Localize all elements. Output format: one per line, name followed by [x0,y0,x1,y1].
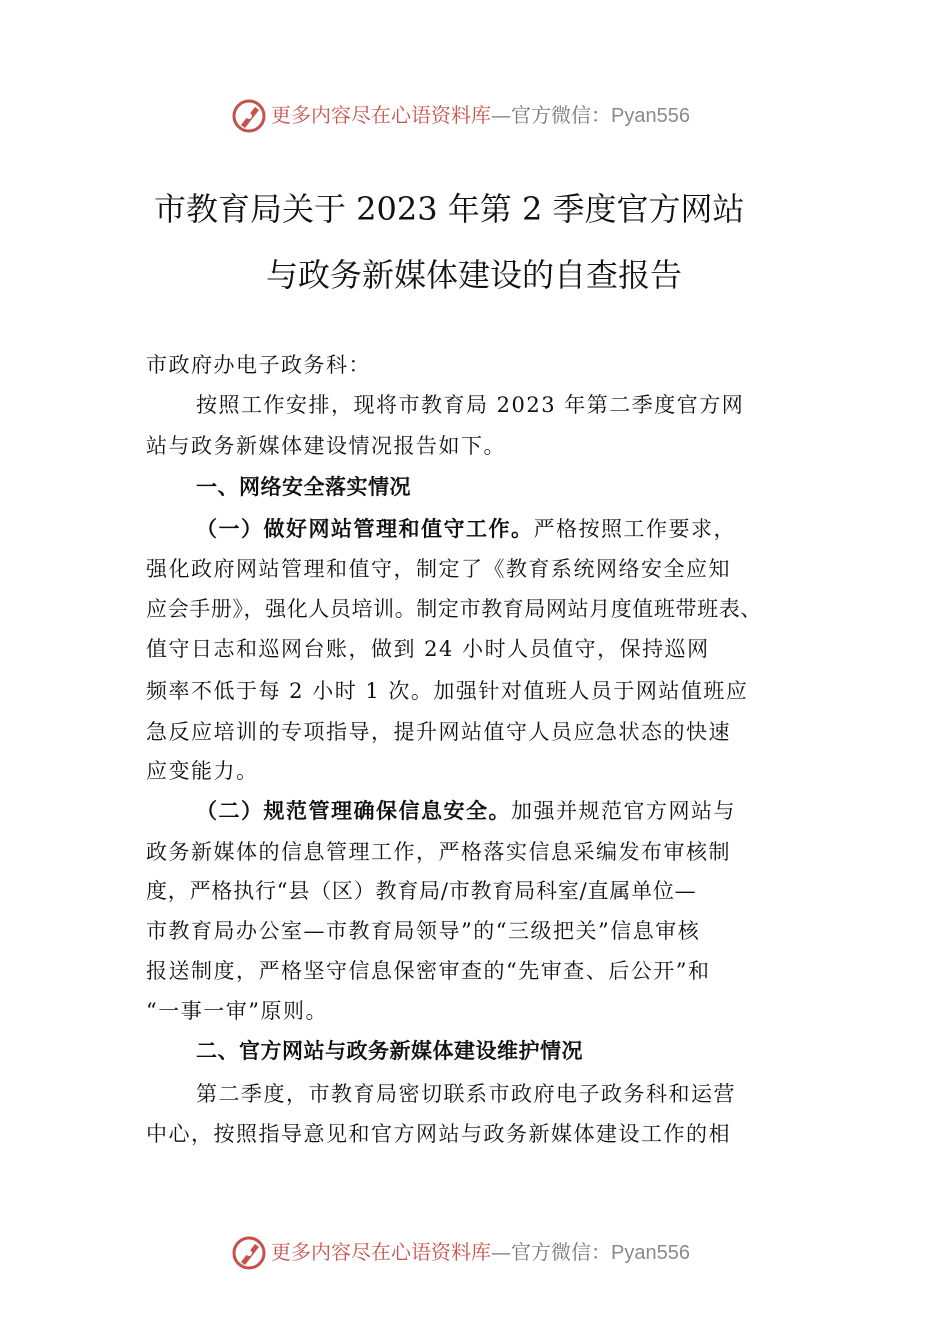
paragraph-3-line: 中心，按照指导意见和官方网站与政务新媒体建设工作的相 [146,1122,731,1146]
paragraph-1-line: 频率不低于每 2 小时 1 次。加强针对值班人员于网站值班应 [146,679,749,703]
section-1-heading: 一、网络安全落实情况 [196,475,411,499]
addressee: 市政府办电子政务科： [146,353,371,377]
watermark-text [271,102,690,129]
paragraph-2-line: 市教育局办公室—市教育局领导”的“三级把关”信息审核 [146,919,701,943]
subheading-1: （一）做好网站管理和值守工作。 [196,516,534,541]
intro-line: 站与政务新媒体建设情况报告如下。 [146,434,506,458]
paragraph-2-first-line [196,797,736,825]
document-title-line-2: 与政务新媒体建设的自查报告 [266,256,683,294]
paragraph-1-line: 急反应培训的专项指导，提升网站值守人员应急状态的快速 [146,720,731,744]
paragraph-2-line: 度，严格执行“县（区）教育局/市教育局科室/直属单位— [146,879,697,903]
paragraph-2-line: 报送制度，严格坚守信息保密审查的“先审查、后公开”和 [146,959,711,983]
paragraph-1-line: 值守日志和巡网台账，做到 24 小时人员值守，保持巡网 [146,637,710,661]
paragraph-1-line: 应变能力。 [146,759,259,783]
watermark-banner-bottom [0,1233,950,1273]
watermark-wechat-id: Pyan556 [611,105,690,127]
watermark-brand: 更多内容尽在心语资料库 [271,1240,491,1264]
paragraph-1-lead-tail: 严格按照工作要求， [533,517,736,541]
intro-line: 按照工作安排，现将市教育局 2023 年第二季度官方网 [196,393,745,417]
paragraph-2-line: “一事一审”原则。 [146,999,328,1023]
paragraph-1-line: 强化政府网站管理和值守，制定了《教育系统网络安全应知 [146,557,731,581]
paragraph-3-line: 第二季度，市教育局密切联系市政府电子政务科和运营 [196,1082,736,1106]
watermark-dash: — [491,103,511,127]
watermark-wechat-label: 官方微信： [511,1240,611,1264]
paragraph-1-line: 应会手册》，强化人员培训。制定市教育局网站月度值班带班表、 [146,597,762,621]
watermark-wechat-label: 官方微信： [511,103,611,127]
paragraph-2-line: 政务新媒体的信息管理工作，严格落实信息采编发布审核制 [146,840,731,864]
paragraph-1-first-line [196,515,736,543]
watermark-brand: 更多内容尽在心语资料库 [271,103,491,127]
pen-logo-icon [231,98,267,134]
watermark-wechat-id: Pyan556 [611,1242,690,1264]
watermark-dash: — [491,1240,511,1264]
paragraph-2-lead-tail: 加强并规范官方网站与 [511,799,736,823]
pen-logo-icon [231,1235,267,1271]
section-2-heading: 二、官方网站与政务新媒体建设维护情况 [196,1039,583,1063]
subheading-2: （二）规范管理确保信息安全。 [196,798,511,823]
watermark-banner-top [0,96,950,136]
watermark-text [271,1239,690,1266]
document-title-line-1: 市教育局关于 2023 年第 2 季度官方网站 [154,190,745,228]
